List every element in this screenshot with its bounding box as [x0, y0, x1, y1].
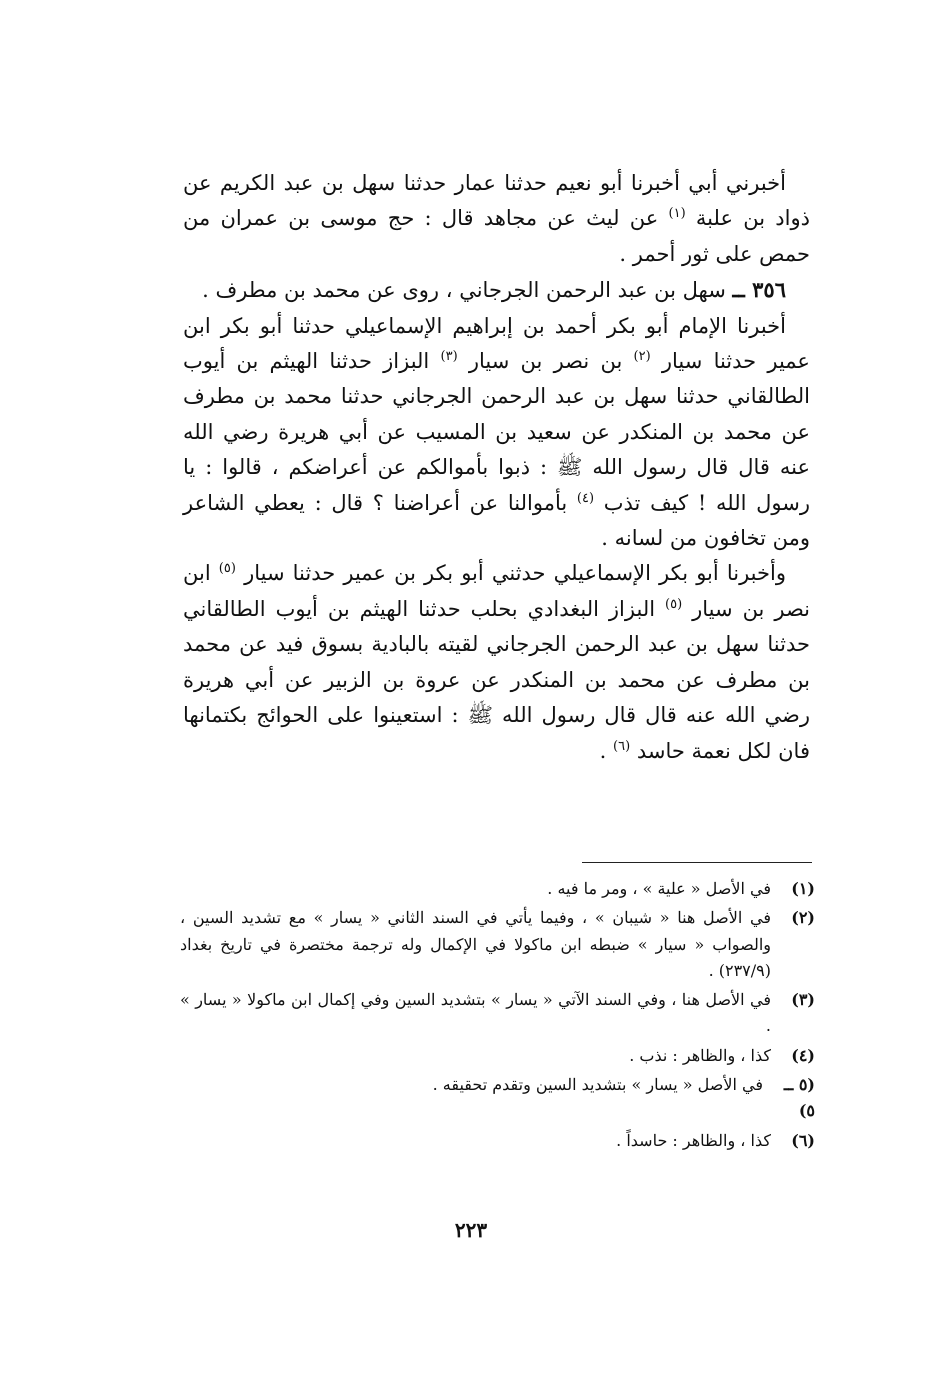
footnote-item [180, 1043, 815, 1069]
footnote-number: (١) [791, 879, 815, 898]
footnote-ref-5-end: (٥) [665, 596, 683, 612]
footnote-number: (٦) [791, 1130, 815, 1150]
paragraph-1-text: أخبرني أبي أخبرنا أبو نعيم حدثنا عمار حدثنا سهل بن عبد الكريم عن ذواد بن علبة [183, 171, 810, 231]
footnote-item [180, 905, 815, 984]
paragraph-3-part-a: وأخبرنا أبو بكر الإسماعيلي حدثني أبو بكر بن عمير حدثنا سيار [244, 561, 786, 586]
footnote-item [180, 876, 815, 902]
entry-text: سهل بن عبد الرحمن الجرجاني ، روى عن محمد بن مطرف . [202, 278, 726, 303]
footnote-number: (٣) [791, 990, 815, 1010]
footnote-number: (٥ ــ ٥) [783, 1075, 815, 1121]
footnote-ref-6: (٦) [613, 738, 631, 754]
footnote-item [180, 987, 815, 1040]
paragraph-1-rest: عن ليث عن مجاهد قال : حج موسى بن عمران من حمص على ثور أحمر . [183, 206, 810, 266]
footnote-text: في الأصل « علية » ، ومر ما فيه . [547, 879, 771, 898]
entry-number: ٣٥٦ ــ [732, 277, 786, 303]
footnote-text: في الأصل « يسار » بتشديد السين وتقدم تحقيقه . [432, 1075, 763, 1095]
paragraph-3 [183, 556, 810, 768]
paragraph-2 [183, 309, 810, 557]
main-text-block [183, 166, 810, 769]
entry-heading [183, 272, 810, 308]
paragraph-3-end: . [599, 738, 607, 763]
footnote-text: كذا ، والظاهر : حاسداً . [616, 1130, 771, 1150]
footnote-separator [582, 862, 812, 863]
footnote-text: في الأصل هنا ، وفي السند الآتي « يسار » بتشديد السين وفي إكمال ابن ماكولا « يسار » . [180, 990, 771, 1036]
footnote-item [180, 1072, 815, 1125]
footnotes-block [180, 876, 815, 1157]
footnote-text: كذا ، والظاهر : نذب . [629, 1045, 771, 1065]
paragraph-2-part-b: بن نصر بن سيار [468, 349, 623, 374]
paragraph-2-part-d: بأموالنا عن أعراضنا ؟ قال : يعطي الشاعر ومن تخافون من لسانه . [183, 490, 810, 551]
footnote-ref-3: (٣) [440, 349, 458, 365]
footnote-ref-2: (٢) [633, 349, 651, 365]
paragraph-3-part-c: البزاز البغدادي بحلب حدثنا الهيثم بن أيوب الطالقاني حدثنا سهل بن عبد الرحمن الجرجاني لقيته بالبادية بسوق فيد عن محمد بن مطرف عن محمد بن المنكدر عن عروة بن الزبير عن أبي هريرة رضي الله عنه قال قال رسول الله ﷺ : استعينوا على الحوائج بكتمانها فان لكل نعمة حاسد [183, 596, 810, 763]
footnote-item [180, 1128, 815, 1154]
paragraph-3-part-b: ابن نصر بن سيار [183, 561, 810, 621]
footnote-number: (٢) [791, 908, 815, 928]
paragraph-2-part-c: البزاز حدثنا الهيثم بن أيوب الطالقاني حدثنا سهل بن عبد الرحمن الجرجاني حدثنا محمد بن مطرف عن محمد بن المنكدر عن سعيد بن المسيب عن أبي هريرة رضي الله عنه قال قال رسول الله ﷺ : ذبوا بأموالكم عن أعراضكم ، قالوا : يا رسول الله ! كيف تذب [183, 349, 810, 515]
paragraph-1 [183, 166, 810, 272]
footnote-text: في الأصل هنا « شيبان » ، وفيما يأتي في السند الثاني « يسار » مع تشديد السين ، والصواب « سيار » ضبطه ابن ماكولا في الإكمال وله ترجمة مختصرة في تاريخ بغداد (٢٣٧/٩) . [180, 908, 771, 980]
footnote-ref-1: (١) [668, 206, 686, 222]
footnote-ref-4: (٤) [576, 490, 595, 506]
footnote-ref-5-start: (٥) [218, 561, 236, 577]
footnote-number: (٤) [791, 1045, 815, 1065]
paragraph-2-part-a: أخبرنا الإمام أبو بكر أحمد بن إبراهيم الإسماعيلي حدثنا أبو بكر ابن عمير حدثنا سيار [183, 313, 810, 374]
page-number: ٢٢٣ [454, 1218, 488, 1242]
